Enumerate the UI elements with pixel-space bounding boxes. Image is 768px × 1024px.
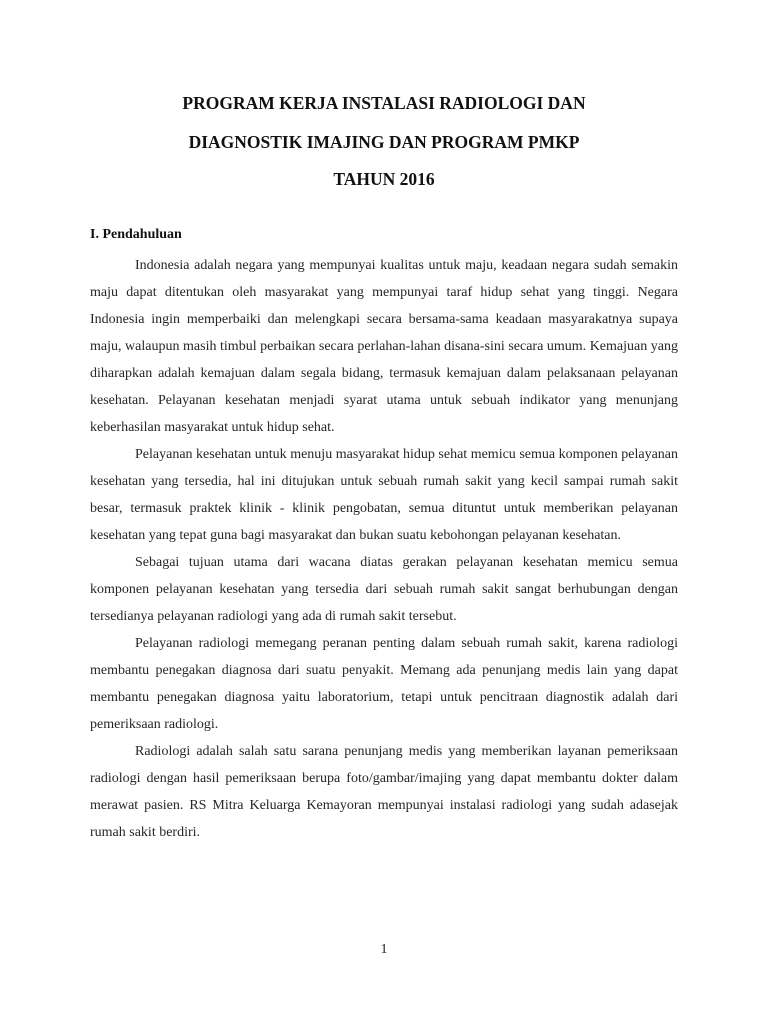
paragraph-1: Indonesia adalah negara yang mempunyai kualitas untuk maju, keadaan negara sudah semakin maju dapat ditentukan oleh masyarakat yang mempunyai taraf hidup sehat yang tinggi. Negara Indonesia ingin memperbaiki dan melengkapi secara bersama-sama keadaan masyarakatnya supaya maju, walaupun masih timbul perbaikan secara perlahan-lahan disana-sini secara umum. Kemajuan yang diharapkan adalah kemajuan dalam segala bidang, termasuk kemajuan dalam pelaksanaan pelayanan kesehatan. Pelayanan kesehatan menjadi syarat utama untuk sebuah indikator yang menunjang keberhasilan masyarakat untuk hidup sehat. — [90, 258, 678, 435]
paragraph-4: Pelayanan radiologi memegang peranan penting dalam sebuah rumah sakit, karena radiologi membantu penegakan diagnosa dari suatu penyakit. Memang ada penunjang medis lain yang dapat membantu penegakan diagnosa yaitu laboratorium, tetapi untuk pencitraan diagnostik adalah dari pemeriksaan radiologi. — [90, 636, 678, 732]
document-title-line-2: DIAGNOSTIK IMAJING DAN PROGRAM PMKP — [188, 132, 580, 152]
section-heading: I. Pendahuluan — [90, 227, 182, 242]
section-body — [90, 252, 678, 846]
document-title-line-3: TAHUN 2016 — [333, 169, 435, 189]
document-title-line-1: PROGRAM KERJA INSTALASI RADIOLOGI DAN — [182, 93, 586, 113]
paragraph-2: Pelayanan kesehatan untuk menuju masyarakat hidup sehat memicu semua komponen pelayanan kesehatan yang tersedia, hal ini ditujukan untuk sebuah rumah sakit yang kecil sampai rumah sakit besar, termasuk praktek klinik - klinik pengobatan, semua dituntut untuk memberikan pelayanan kesehatan yang tepat guna bagi masyarakat dan bukan suatu kebohongan pelayanan kesehatan. — [90, 447, 678, 543]
paragraph-3: Sebagai tujuan utama dari wacana diatas gerakan pelayanan kesehatan memicu semua komponen pelayanan kesehatan yang tersedia dari sebuah rumah sakit sangat berhubungan dengan tersedianya pelayanan radiologi yang ada di rumah sakit tersebut. — [90, 555, 678, 624]
page-number: 1 — [380, 942, 388, 957]
paragraph-5: Radiologi adalah salah satu sarana penunjang medis yang memberikan layanan pemeriksaan radiologi dengan hasil pemeriksaan berupa foto/gambar/imajing yang dapat membantu dokter dalam merawat pasien. RS Mitra Keluarga Kemayoran mempunyai instalasi radiologi yang sudah adasejak rumah sakit berdiri. — [90, 744, 678, 840]
